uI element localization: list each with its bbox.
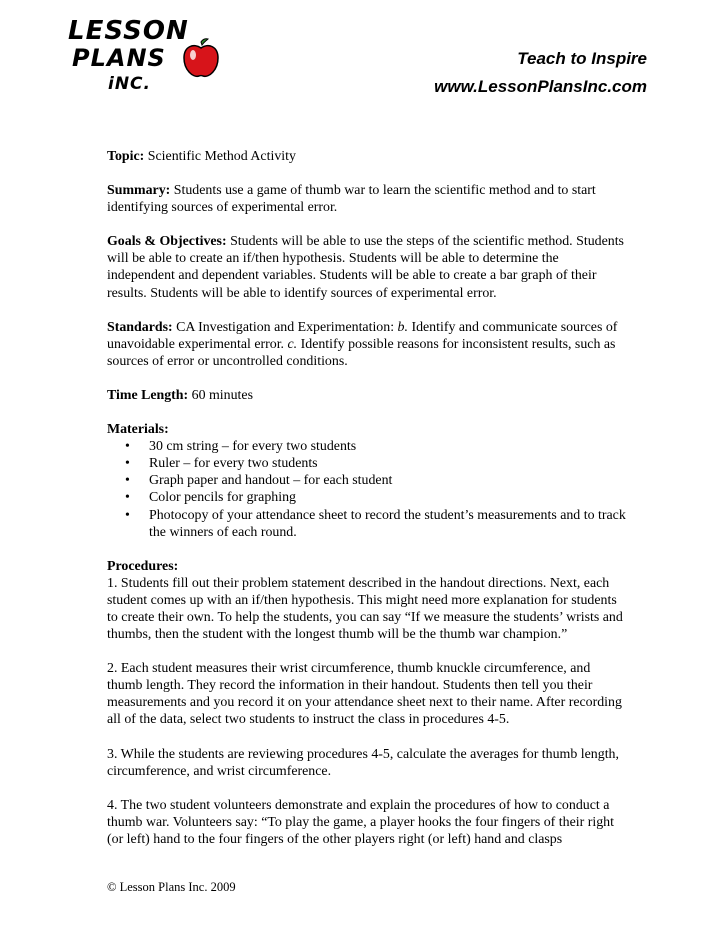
logo-text-inc: iNC. [108,74,151,94]
lesson-plan-body [107,148,627,865]
procedure-step: 4. The two student volunteers demonstrate and explain the procedures of how to conduct a thumb war. Volunteers say: “To play the game, a player hooks the four fingers of their right (or left) hand to the four fingers of the other players right (or left) hand and clasps [107,797,614,847]
procedure-step: 1. Students fill out their problem statement described in the handout directions. Next, each student comes up with an if/then hypothesis. This might need more explanation for students to create their own. To help the students, you can say “If we measure the students’ wrists and thumbs, then the student with the longest thumb will be the thumb war champion.” [107,575,623,643]
apple-icon [182,38,220,80]
standards-section [107,319,627,370]
materials-section [107,421,627,541]
company-logo [68,16,220,102]
materials-list [107,438,627,541]
logo-text-lesson: LESSON [68,16,189,46]
standards-text-b: Identify and communicate sources of unavoidable experimental error. [107,319,618,352]
time-section [107,387,627,404]
website-url: www.LessonPlansInc.com [434,77,647,96]
list-item: • Graph paper and handout – for each student [149,472,627,489]
tagline: Teach to Inspire [517,49,647,68]
standards-text-c: Identify possible reasons for inconsistent results, such as sources of error or uncontrolled conditions. [107,336,616,369]
list-item: • Color pencils for graphing [149,489,627,506]
list-item: • Photocopy of your attendance sheet to record the student’s measurements and to track the winners of each round. [149,507,627,541]
goals-label: Goals & Objectives: [107,234,227,250]
procedures-section [107,558,627,848]
list-item: • 30 cm string – for every two students [149,438,627,455]
goals-text: Students will be able to use the steps of the scientific method. Students will be able to create an if/then hypothesis. Students will be able to determine the independent and dependent variables. Students will be able to create a bar graph of their results. Students will be able to identify sources of experimental error. [107,234,624,301]
materials-label: Materials: [107,422,169,438]
topic-text: Scientific Method Activity [144,149,296,164]
summary-text: Students use a game of thumb war to learn the scientific method and to start identifying sources of experimental error. [107,183,596,216]
logo-text-plans: PLANS [72,44,166,72]
summary-label: Summary: [107,183,171,199]
list-item: • Ruler – for every two students [149,455,627,472]
time-text: 60 minutes [188,387,253,403]
standards-text-a: CA Investigation and Experimentation: [172,319,398,335]
topic-label: Topic: [107,149,145,164]
procedure-step: 3. While the students are reviewing procedures 4-5, calculate the averages for thumb length, circumference, and wrist circumference. [107,746,619,779]
standards-item-c: c. [287,336,298,352]
procedures-label: Procedures: [107,558,179,574]
standards-label: Standards: [107,319,173,335]
procedure-step: 2. Each student measures their wrist circumference, thumb knuckle circumference, and thumb length. They record the information in their handout. Students then tell you their measurements and you record it on your attendance sheet next to their name. After recording all of the data, select two students to instruct the class in procedures 4-5. [107,661,622,728]
standards-item-b: b. [397,319,408,335]
time-label: Time Length: [107,387,189,403]
topic-section [107,148,627,165]
summary-section [107,182,627,216]
goals-section [107,233,627,301]
copyright-footer: © Lesson Plans Inc. 2009 [107,880,236,894]
